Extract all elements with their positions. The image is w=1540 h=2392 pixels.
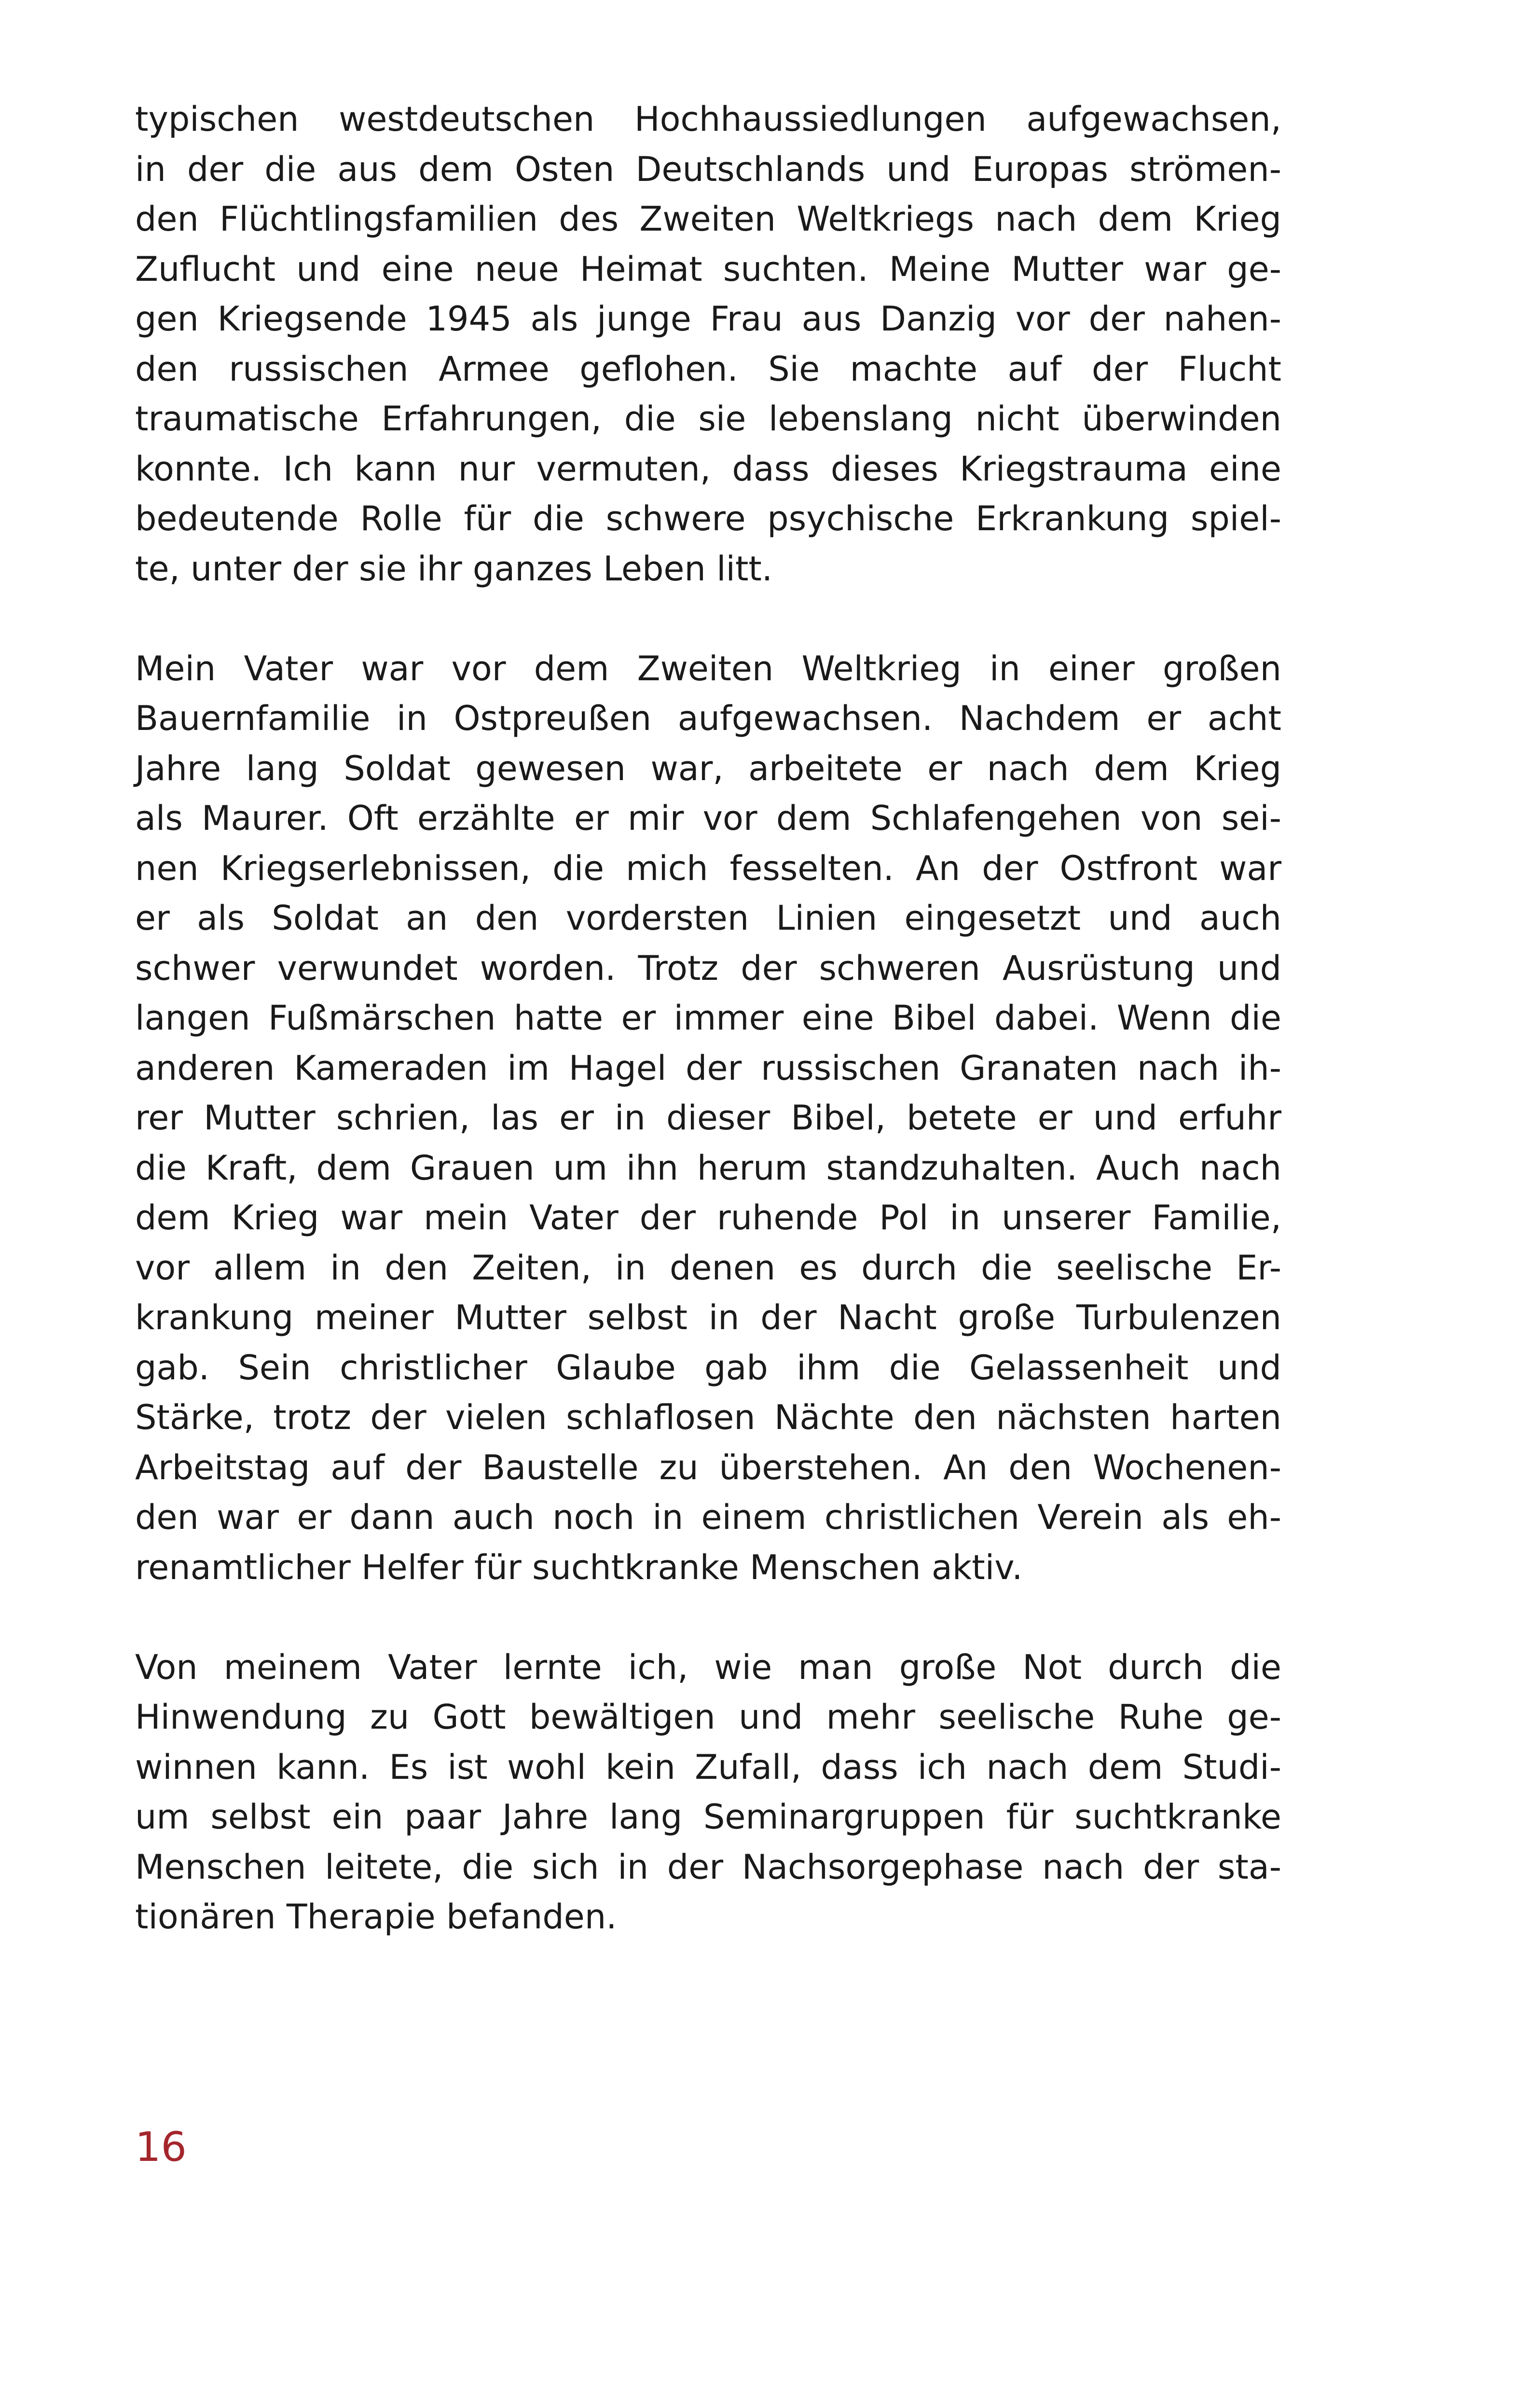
text-line: nen Kriegserlebnissen, die mich fesselten. An der Ostfront war [135,848,1281,888]
text-line: Hinwendung zu Gott bewältigen und mehr seelische Ruhe ge- [135,1697,1281,1737]
text-line: Menschen leitete, die sich in der Nachsorgephase nach der sta- [135,1847,1281,1887]
text-line: langen Fußmärschen hatte er immer eine Bibel dabei. Wenn die [135,998,1281,1038]
text-line: te, unter der sie ihr ganzes Leben litt. [135,549,773,589]
paragraph [135,95,1281,594]
text-line: Mein Vater war vor dem Zweiten Weltkrieg in einer großen [135,648,1281,688]
text-line: dem Krieg war mein Vater der ruhende Pol in unserer Familie, [135,1198,1281,1237]
text-line: er als Soldat an den vordersten Linien eingesetzt und auch [135,898,1281,938]
text-line: typischen westdeutschen Hochhaussiedlungen aufgewachsen, [135,99,1281,139]
paragraph [135,1643,1281,1942]
text-line: gab. Sein christlicher Glaube gab ihm die Gelassenheit und [135,1347,1281,1388]
text-line: in der die aus dem Osten Deutschlands und Europas strömen- [135,149,1281,189]
text-line: die Kraft, dem Grauen um ihn herum standzuhalten. Auch nach [135,1148,1281,1188]
page-number: 16 [135,2123,187,2171]
text-line: Arbeitstag auf der Baustelle zu überstehen. An den Wochenen- [135,1447,1281,1487]
text-line: konnte. Ich kann nur vermuten, dass dieses Kriegstrauma eine [135,449,1281,489]
text-line: rer Mutter schrien, las er in dieser Bibel, betete er und erfuhr [135,1098,1281,1138]
text-line: Stärke, trotz der vielen schlaflosen Nächte den nächsten harten [135,1398,1281,1437]
text-line: den Flüchtlingsfamilien des Zweiten Weltkriegs nach dem Krieg [135,199,1281,239]
text-line: Zuflucht und eine neue Heimat suchten. Meine Mutter war ge- [135,249,1281,289]
body-text [135,95,1281,1942]
text-line: Jahre lang Soldat gewesen war, arbeitete er nach dem Krieg [135,748,1281,788]
text-line: krankung meiner Mutter selbst in der Nacht große Turbulenzen [135,1298,1281,1337]
text-line: als Maurer. Oft erzählte er mir vor dem Schlafengehen von sei- [135,798,1281,838]
text-line: winnen kann. Es ist wohl kein Zufall, dass ich nach dem Studi- [135,1747,1281,1787]
text-line: um selbst ein paar Jahre lang Seminargruppen für suchtkranke [135,1797,1281,1837]
text-line: tionären Therapie befanden. [135,1897,617,1937]
text-line: bedeutende Rolle für die schwere psychische Erkrankung spiel- [135,499,1281,538]
text-line: traumatische Erfahrungen, die sie lebenslang nicht überwinden [135,399,1281,439]
paragraph [135,644,1281,1593]
text-line: anderen Kameraden im Hagel der russischen Granaten nach ih- [135,1048,1281,1088]
text-line: den russischen Armee geflohen. Sie machte auf der Flucht [135,349,1281,389]
text-line: vor allem in den Zeiten, in denen es durch die seelische Er- [135,1248,1281,1288]
text-line: gen Kriegsende 1945 als junge Frau aus Danzig vor der nahen- [135,299,1281,339]
text-line: schwer verwundet worden. Trotz der schweren Ausrüstung und [135,948,1281,988]
text-line: renamtlicher Helfer für suchtkranke Menschen aktiv. [135,1547,1023,1587]
text-line: Von meinem Vater lernte ich, wie man große Not durch die [135,1647,1281,1687]
text-line: den war er dann auch noch in einem christlichen Verein als eh- [135,1498,1281,1537]
text-line: Bauernfamilie in Ostpreußen aufgewachsen. Nachdem er acht [135,699,1281,738]
